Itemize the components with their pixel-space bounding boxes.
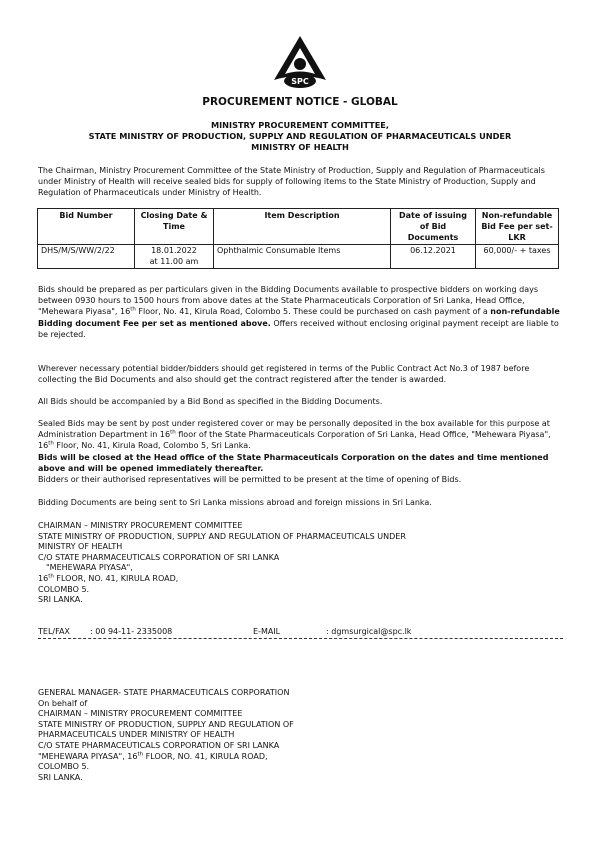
missions-paragraph: Bidding Documents are being sent to Sri Lanka missions abroad and foreign missions in Sri Lanka. — [38, 498, 432, 507]
cell-bid-number: DHS/M/S/WW/2/22 — [38, 245, 135, 269]
table-header-row — [38, 209, 559, 245]
registration-paragraph: Wherever necessary potential bidder/bidders should get registered in terms of the Public Contract Act No.3 of 1987 before collecting the Bid Documents and also should get the contract registered after the tender is awarded. — [38, 364, 530, 385]
table-row — [38, 245, 559, 269]
bid-table — [37, 208, 559, 269]
bid-bond-paragraph: All Bids should be accompanied by a Bid Bond as specified in the Bidding Documents. — [38, 397, 383, 406]
cell-closing: 18.01.2022 at 11.00 am — [135, 245, 214, 269]
spc-logo — [271, 34, 329, 90]
header-item: Item Description — [214, 209, 391, 245]
spc-logo-text: SPC — [291, 77, 309, 86]
committee-heading: MINISTRY PROCUREMENT COMMITTEE, STATE MINISTRY OF PRODUCTION, SUPPLY AND REGULATION OF PHARMACEUTICALS UNDER MINISTRY OF HEALTH — [88, 120, 512, 152]
bid-documents-paragraph: Bids should be prepared as per particulars given in the Bidding Documents available to prospective bidders on working days between 0930 hours to 1500 hours from above dates at the State Pharmaceuticals Corporation of Sri Lanka, Head Office, "Mehewara Piyasa", 16th Floor, No. 41, Kirula Road, Colombo 5. These could be purchased on cash payment of a non-refundable Bidding document Fee per set as mentioned above. Offers received without enclosing original payment receipt are liable to be rejected. — [38, 285, 560, 339]
cell-fee: 60,000/- + taxes — [476, 245, 559, 269]
header-bid-number: Bid Number — [38, 209, 135, 245]
cell-item: Ophthalmic Consumable Items — [214, 245, 391, 269]
email-label: E-MAIL — [253, 627, 281, 636]
notice-title: PROCUREMENT NOTICE - GLOBAL — [202, 96, 398, 108]
general-manager-address: GENERAL MANAGER- STATE PHARMACEUTICALS CORPORATION On behalf of CHAIRMAN – MINISTRY PROCUREMENT COMMITTEE STATE MINISTRY OF PRODUCTION, SUPPLY AND REGULATION OF PHARMACEUTICALS UNDER MINISTRY OF HEALTH C/O STATE PHARMACEUTICALS CORPORATION OF SRI LANKA "MEHEWARA PIYASA", 16th FLOOR, NO. 41, KIRULA ROAD, COLOMBO 5. SRI LANKA. — [38, 688, 294, 782]
header-closing: Closing Date & Time — [135, 209, 214, 245]
tel-label: TEL/FAX — [38, 627, 70, 636]
header-fee: Non-refundable Bid Fee per set- LKR — [476, 209, 559, 245]
intro-paragraph: The Chairman, Ministry Procurement Committee of the State Ministry of Production, Supply and Regulation of Pharmaceuticals under Ministry of Health will receive sealed bids for supply of following items to the State Ministry of Production, Supply and Regulation of Pharmaceuticals under Ministry of Health. — [38, 166, 545, 198]
tel-value: : 00 94-11- 2335008 — [90, 627, 173, 636]
header-issue-date: Date of issuing of Bid Documents — [391, 209, 476, 245]
cell-issue-date: 06.12.2021 — [391, 245, 476, 269]
email-value[interactable]: : dgmsurgical@spc.lk — [326, 627, 412, 636]
sealed-bids-paragraph: Sealed Bids may be sent by post under registered cover or may be personally deposited in the box available for this purpose at Administration Department in 16th floor of the State Pharmaceuticals Corporation of Sri Lanka, Head Office, "Mehewara Piyasa", 16th Floor, No. 41, Kirula Road, Colombo 5, Sri Lanka. Bids will be closed at the Head office of the State Pharmaceuticals Corporation on the dates and time mentioned above and will be opened immediately thereafter. Bidders or their authorised representatives will be permitted to be present at the time of opening of Bids. — [38, 419, 551, 485]
chairman-address: CHAIRMAN – MINISTRY PROCUREMENT COMMITTEE STATE MINISTRY OF PRODUCTION, SUPPLY AND REGULATION OF PHARMACEUTICALS UNDER MINISTRY OF HEALTH C/O STATE PHARMACEUTICALS CORPORATION OF SRI LANKA "MEHEWARA PIYASA", 16th FLOOR, NO. 41, KIRULA ROAD, COLOMBO 5. SRI LANKA. — [38, 521, 406, 605]
separator-line — [38, 638, 563, 639]
